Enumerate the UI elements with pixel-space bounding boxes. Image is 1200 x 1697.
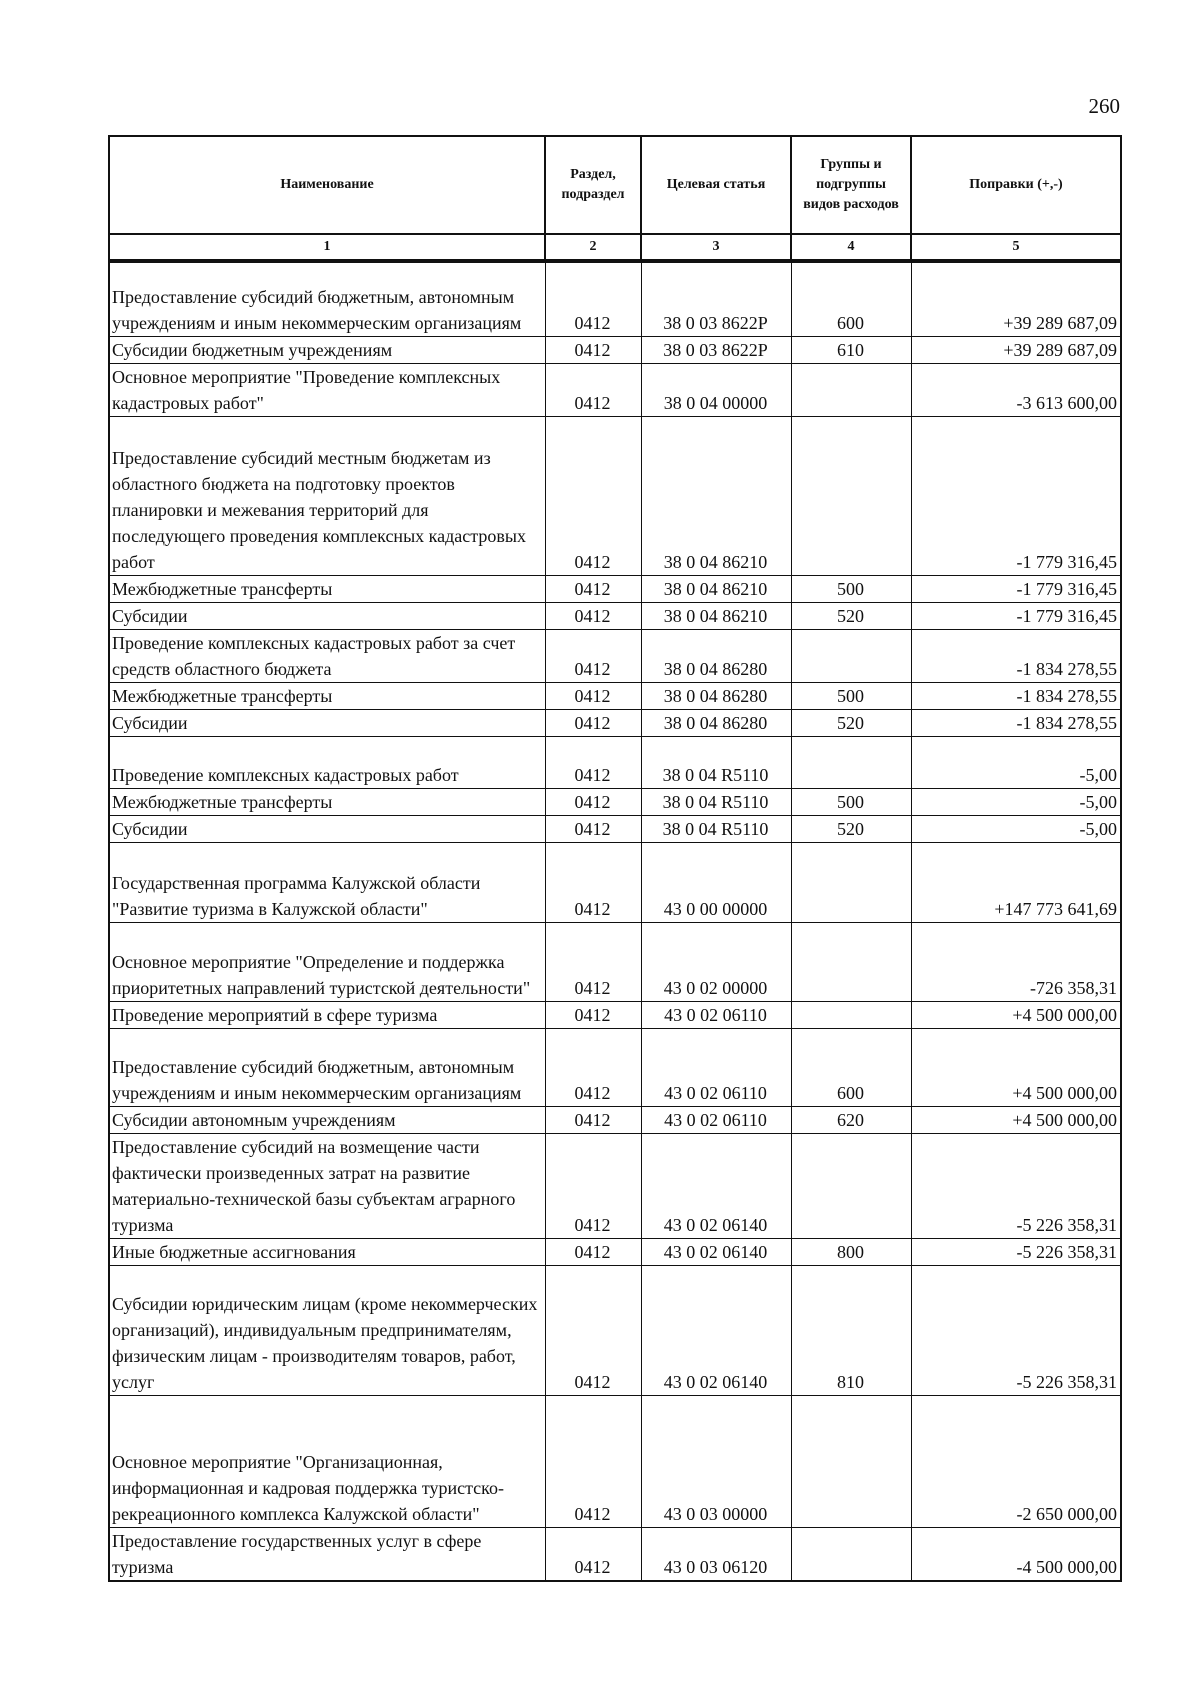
row-target: 38 0 04 R5110 <box>641 815 791 842</box>
row-amount: -1 779 316,45 <box>911 575 1121 602</box>
row-target: 38 0 04 86280 <box>641 682 791 709</box>
row-group: 620 <box>791 1106 911 1133</box>
header-section: Раздел, подраздел <box>545 136 641 234</box>
page-number: 260 <box>1088 94 1120 118</box>
column-number: 2 <box>545 234 641 261</box>
budget-amendments-table <box>108 135 1122 1582</box>
row-group: 600 <box>791 261 911 336</box>
row-group: 520 <box>791 602 911 629</box>
row-group <box>791 416 911 575</box>
row-amount: -1 834 278,55 <box>911 629 1121 682</box>
row-name: Субсидии <box>109 602 545 629</box>
row-target: 38 0 04 R5110 <box>641 736 791 788</box>
row-name: Предоставление субсидий бюджетным, автономным учреждениям и иным некоммерческим организациям <box>109 1028 545 1106</box>
row-name: Предоставление субсидий бюджетным, автономным учреждениям и иным некоммерческим организациям <box>109 261 545 336</box>
row-target: 38 0 03 8622P <box>641 336 791 363</box>
row-section: 0412 <box>545 1133 641 1238</box>
row-target: 38 0 04 86280 <box>641 629 791 682</box>
row-target: 38 0 04 R5110 <box>641 788 791 815</box>
row-target: 43 0 00 00000 <box>641 842 791 922</box>
row-target: 43 0 02 06140 <box>641 1238 791 1265</box>
row-group: 520 <box>791 815 911 842</box>
row-group <box>791 736 911 788</box>
row-target: 43 0 02 06140 <box>641 1265 791 1395</box>
table-row <box>109 602 1121 629</box>
header-expense-group: Группы и подгруппы видов расходов <box>791 136 911 234</box>
table-row <box>109 815 1121 842</box>
row-name: Проведение мероприятий в сфере туризма <box>109 1001 545 1028</box>
table-row <box>109 922 1121 1001</box>
column-number: 5 <box>911 234 1121 261</box>
row-name: Субсидии юридическим лицам (кроме некоммерческих организаций), индивидуальным предпринимателям, физическим лицам - производителям товаров, работ, услуг <box>109 1265 545 1395</box>
row-amount: +4 500 000,00 <box>911 1106 1121 1133</box>
row-target: 38 0 04 86210 <box>641 575 791 602</box>
row-name: Основное мероприятие "Организационная, информационная и кадровая поддержка туристско-рекреационного комплекса Калужской области" <box>109 1395 545 1527</box>
row-name: Предоставление субсидий местным бюджетам из областного бюджета на подготовку проектов планировки и межевания территорий для последующего проведения комплексных кадастровых работ <box>109 416 545 575</box>
table-row <box>109 1238 1121 1265</box>
table-row <box>109 1527 1121 1581</box>
row-name: Предоставление субсидий на возмещение части фактически произведенных затрат на развитие материально-технической базы субъектам аграрного туризма <box>109 1133 545 1238</box>
table-row <box>109 1265 1121 1395</box>
row-target: 38 0 04 86210 <box>641 416 791 575</box>
row-amount: -5 226 358,31 <box>911 1265 1121 1395</box>
row-amount: -5,00 <box>911 736 1121 788</box>
table-row <box>109 682 1121 709</box>
row-name: Субсидии бюджетным учреждениям <box>109 336 545 363</box>
table-header-row <box>109 136 1121 234</box>
row-section: 0412 <box>545 1028 641 1106</box>
header-amendments: Поправки (+,-) <box>911 136 1121 234</box>
row-group: 500 <box>791 788 911 815</box>
row-amount: -726 358,31 <box>911 922 1121 1001</box>
table-row <box>109 709 1121 736</box>
row-section: 0412 <box>545 682 641 709</box>
row-group: 500 <box>791 575 911 602</box>
row-group <box>791 1527 911 1581</box>
row-section: 0412 <box>545 363 641 416</box>
row-group <box>791 922 911 1001</box>
row-amount: -5 226 358,31 <box>911 1238 1121 1265</box>
row-group <box>791 842 911 922</box>
row-target: 43 0 02 06110 <box>641 1106 791 1133</box>
table-row <box>109 336 1121 363</box>
row-amount: -4 500 000,00 <box>911 1527 1121 1581</box>
row-section: 0412 <box>545 1265 641 1395</box>
row-section: 0412 <box>545 629 641 682</box>
row-amount: -3 613 600,00 <box>911 363 1121 416</box>
table-row <box>109 575 1121 602</box>
row-group <box>791 363 911 416</box>
row-amount: -5 226 358,31 <box>911 1133 1121 1238</box>
row-group: 810 <box>791 1265 911 1395</box>
table-row <box>109 629 1121 682</box>
row-group <box>791 1001 911 1028</box>
row-target: 43 0 03 06120 <box>641 1527 791 1581</box>
row-amount: -5,00 <box>911 788 1121 815</box>
row-name: Межбюджетные трансферты <box>109 575 545 602</box>
row-amount: -1 834 278,55 <box>911 709 1121 736</box>
row-section: 0412 <box>545 1238 641 1265</box>
row-amount: -1 779 316,45 <box>911 602 1121 629</box>
row-amount: +39 289 687,09 <box>911 336 1121 363</box>
row-name: Субсидии <box>109 815 545 842</box>
row-name: Субсидии <box>109 709 545 736</box>
row-amount: -1 834 278,55 <box>911 682 1121 709</box>
column-number-row <box>109 234 1121 261</box>
row-target: 38 0 04 00000 <box>641 363 791 416</box>
row-name: Основное мероприятие "Определение и поддержка приоритетных направлений туристской деятельности" <box>109 922 545 1001</box>
column-number: 4 <box>791 234 911 261</box>
row-name: Проведение комплексных кадастровых работ за счет средств областного бюджета <box>109 629 545 682</box>
header-name: Наименование <box>109 136 545 234</box>
row-section: 0412 <box>545 575 641 602</box>
row-section: 0412 <box>545 922 641 1001</box>
row-amount: -1 779 316,45 <box>911 416 1121 575</box>
row-target: 43 0 02 06110 <box>641 1001 791 1028</box>
table-row <box>109 261 1121 336</box>
row-name: Субсидии автономным учреждениям <box>109 1106 545 1133</box>
row-target: 38 0 04 86280 <box>641 709 791 736</box>
row-section: 0412 <box>545 1527 641 1581</box>
table-row <box>109 736 1121 788</box>
header-target-article: Целевая статья <box>641 136 791 234</box>
row-section: 0412 <box>545 1395 641 1527</box>
column-number: 1 <box>109 234 545 261</box>
row-section: 0412 <box>545 1106 641 1133</box>
row-group: 500 <box>791 682 911 709</box>
table-row <box>109 1106 1121 1133</box>
row-name: Государственная программа Калужской области "Развитие туризма в Калужской области" <box>109 842 545 922</box>
row-group <box>791 1133 911 1238</box>
table-row <box>109 1133 1121 1238</box>
row-section: 0412 <box>545 788 641 815</box>
table-row <box>109 788 1121 815</box>
row-name: Межбюджетные трансферты <box>109 682 545 709</box>
row-group <box>791 629 911 682</box>
row-target: 43 0 02 00000 <box>641 922 791 1001</box>
row-group: 800 <box>791 1238 911 1265</box>
row-amount: -2 650 000,00 <box>911 1395 1121 1527</box>
table-row <box>109 363 1121 416</box>
row-section: 0412 <box>545 261 641 336</box>
row-section: 0412 <box>545 336 641 363</box>
table-row <box>109 1001 1121 1028</box>
row-amount: +39 289 687,09 <box>911 261 1121 336</box>
row-group <box>791 1395 911 1527</box>
row-section: 0412 <box>545 736 641 788</box>
table-row <box>109 1028 1121 1106</box>
row-amount: +4 500 000,00 <box>911 1028 1121 1106</box>
row-section: 0412 <box>545 709 641 736</box>
row-name: Проведение комплексных кадастровых работ <box>109 736 545 788</box>
row-name: Межбюджетные трансферты <box>109 788 545 815</box>
row-target: 38 0 04 86210 <box>641 602 791 629</box>
row-name: Предоставление государственных услуг в сфере туризма <box>109 1527 545 1581</box>
row-target: 43 0 02 06140 <box>641 1133 791 1238</box>
row-target: 38 0 03 8622P <box>641 261 791 336</box>
table-row <box>109 1395 1121 1527</box>
row-section: 0412 <box>545 1001 641 1028</box>
row-amount: -5,00 <box>911 815 1121 842</box>
row-name: Иные бюджетные ассигнования <box>109 1238 545 1265</box>
table-row <box>109 842 1121 922</box>
row-section: 0412 <box>545 842 641 922</box>
row-amount: +147 773 641,69 <box>911 842 1121 922</box>
row-target: 43 0 02 06110 <box>641 1028 791 1106</box>
table-row <box>109 416 1121 575</box>
row-section: 0412 <box>545 416 641 575</box>
row-group: 610 <box>791 336 911 363</box>
row-section: 0412 <box>545 815 641 842</box>
row-target: 43 0 03 00000 <box>641 1395 791 1527</box>
row-section: 0412 <box>545 602 641 629</box>
row-name: Основное мероприятие "Проведение комплексных кадастровых работ" <box>109 363 545 416</box>
row-amount: +4 500 000,00 <box>911 1001 1121 1028</box>
column-number: 3 <box>641 234 791 261</box>
row-group: 600 <box>791 1028 911 1106</box>
row-group: 520 <box>791 709 911 736</box>
